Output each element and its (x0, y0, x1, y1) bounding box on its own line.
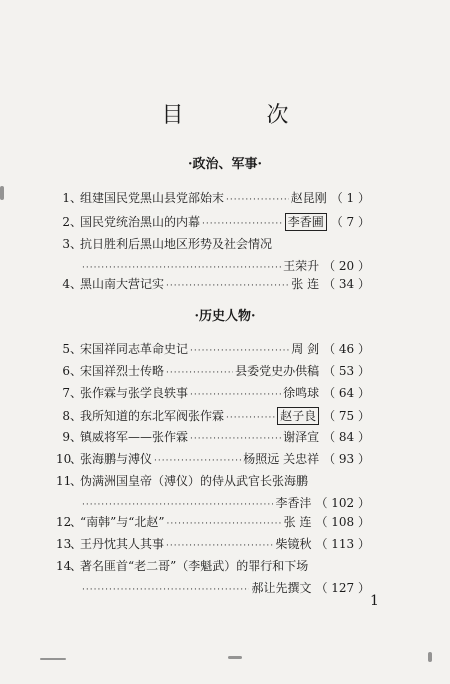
toc-entry: 3 、 抗日胜利后黑山地区形势及社会情况 ····· 王荣升 （ 20 ） (56, 236, 370, 276)
leader-dots (190, 431, 281, 447)
entry-number: 1 (62, 191, 70, 205)
entry-author: 张 连 (283, 515, 312, 529)
section-heading-historical-figures: ·历史人物· (194, 309, 256, 324)
entry-title: 国民党统治黑山的内幕 (80, 215, 201, 229)
entry-page: （ 7 ） (330, 215, 370, 229)
leader-dots (82, 582, 249, 598)
entry-author: 县委党史办供稿 (235, 364, 320, 378)
section-heading-politics-military: ·政治、军事· (187, 157, 263, 172)
scan-mark (0, 186, 4, 200)
leader-dots (154, 453, 241, 469)
leader-dots (166, 278, 289, 294)
entry-title: 我所知道的东北军阀张作霖 (80, 409, 225, 423)
entry-page: （ 53 ） (323, 364, 370, 378)
entry-page: （ 20 ） (323, 259, 370, 273)
entry-title: “南韩”与“北赵” (80, 515, 165, 529)
entry-page: （ 102 ） (315, 496, 370, 510)
entry-page: （ 84 ） (323, 430, 370, 444)
entry-author: 郝让先撰文 (251, 581, 312, 595)
toc-entry: 11 、 伪满洲国皇帝（溥仪）的侍从武官长张海鹏 ····· 李香沣 （ 102 ） (56, 473, 370, 513)
entry-number: 6 (62, 364, 70, 378)
entry-author: 柴镜秋 (275, 537, 312, 551)
scan-mark (40, 658, 66, 660)
leader-dots (82, 497, 273, 513)
entry-author: 徐鸣球 (283, 386, 320, 400)
entry-number: 9 (62, 430, 70, 444)
entry-title: 张作霖与张学良轶事 (80, 386, 189, 400)
entry-number: 2 (62, 215, 70, 229)
scan-mark (228, 656, 242, 659)
entry-number: 11 (56, 474, 72, 488)
entry-page: （ 64 ） (323, 386, 370, 400)
leader-dots (226, 192, 289, 208)
entry-page: （ 113 ） (315, 537, 370, 551)
entry-number: 5 (62, 342, 70, 356)
entry-title: 伪满洲国皇帝（溥仪）的侍从武官长张海鹏 (80, 474, 309, 488)
toc-entry: 4 、 黑山南大营记实 ····· 张 连 （ 34 ） (56, 276, 370, 294)
entry-title: 著名匪首“老二哥”（李魁武）的罪行和下场 (80, 559, 309, 573)
leader-dots (202, 216, 283, 232)
toc-entry: 9 、 镇威将军——张作霖 ····· 谢泽宣 （ 84 ） (56, 429, 370, 447)
leader-dots (82, 260, 281, 276)
toc-entry: 10 、 张海鹏与溥仪 ····· 杨照远 关忠祥 （ 93 ） (56, 451, 370, 469)
entry-number: 8 (62, 409, 70, 423)
toc-entry: 8 、 我所知道的东北军阀张作霖 ····· 赵子良 （ 75 ） (56, 407, 370, 426)
toc-entry: 2 、 国民党统治黑山的内幕 ····· 李香圃 （ 7 ） (56, 213, 370, 232)
entry-number: 12 (56, 515, 72, 529)
leader-dots (166, 538, 273, 554)
entry-page: （ 93 ） (323, 452, 370, 466)
entry-author: 李香圃 (285, 213, 327, 231)
entry-author: 赵昆刚 (290, 191, 327, 205)
entry-author: 张 连 (291, 277, 320, 291)
entry-author: 王荣升 (283, 259, 320, 273)
entry-title: 组建国民党黑山县党部始末 (80, 191, 225, 205)
entry-title: 抗日胜利后黑山地区形势及社会情况 (80, 237, 273, 251)
entry-page: （ 127 ） (315, 581, 370, 595)
entry-page: （ 75 ） (323, 409, 370, 423)
entry-title: 宋国祥烈士传略 (80, 364, 165, 378)
entry-title: 宋国祥同志革命史记 (80, 342, 189, 356)
entry-number: 7 (62, 386, 70, 400)
scan-mark (428, 652, 432, 662)
entry-author: 赵子良 (277, 407, 319, 425)
entry-number: 13 (56, 537, 72, 551)
entry-page: （ 108 ） (315, 515, 370, 529)
leader-dots (167, 516, 282, 532)
toc-entry: 5 、 宋国祥同志革命史记 ····· 周 剑 （ 46 ） (56, 341, 370, 359)
leader-dots (190, 343, 289, 359)
entry-number: 14 (56, 559, 72, 573)
entry-author: 谢泽宣 (283, 430, 320, 444)
entry-author: 周 剑 (291, 342, 320, 356)
toc-entry: 13 、 王丹忱其人其事 ····· 柴镜秋 （ 113 ） (56, 536, 370, 554)
toc-entry: 7 、 张作霖与张学良轶事 ····· 徐鸣球 （ 64 ） (56, 385, 370, 403)
toc-entry: 6 、 宋国祥烈士传略 ····· 县委党史办供稿 （ 53 ） (56, 363, 370, 381)
entry-page: （ 46 ） (323, 342, 370, 356)
entry-number: 4 (62, 277, 70, 291)
leader-dots (166, 365, 233, 381)
toc-entry: 14 、 著名匪首“老二哥”（李魁武）的罪行和下场 ····· 郝让先撰文 （ 127 ） (56, 558, 370, 598)
entry-number: 3 (62, 237, 70, 251)
entry-author: 杨照远 关忠祥 (243, 452, 320, 466)
entry-title: 王丹忱其人其事 (80, 537, 165, 551)
toc-entry: 1 、 组建国民党黑山县党部始末 ····· 赵昆刚 （ 1 ） (56, 190, 370, 208)
entry-title: 黑山南大营记实 (80, 277, 165, 291)
entry-page: （ 1 ） (330, 191, 370, 205)
entry-number: 10 (56, 452, 72, 466)
page-number: 1 (370, 593, 379, 609)
entry-title: 镇威将军——张作霖 (80, 430, 189, 444)
leader-dots (226, 410, 275, 426)
entry-title: 张海鹏与溥仪 (80, 452, 153, 466)
toc-entry: 12 、 “南韩”与“北赵” ····· 张 连 （ 108 ） (56, 514, 370, 532)
toc-title: 目 次 (161, 103, 327, 128)
leader-dots (190, 387, 281, 403)
entry-author: 李香沣 (275, 496, 312, 510)
entry-page: （ 34 ） (323, 277, 370, 291)
